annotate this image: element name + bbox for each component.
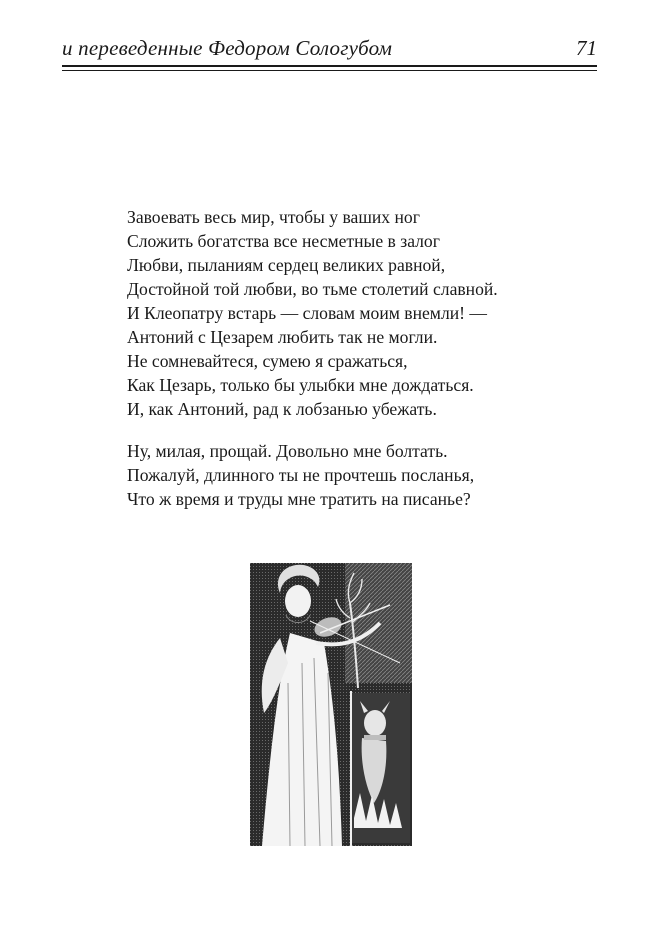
woodcut-image [250,563,412,846]
poem-line: Ну, милая, прощай. Довольно мне болтать. [127,441,448,461]
poem-line: Как Цезарь, только бы улыбки мне дождаться. [127,375,474,395]
header-rule-thick [62,65,597,67]
poem-line: Сложить богатства все несметные в залог [127,231,440,251]
poem-line: Не сомневайтеся, сумею я сражаться, [127,351,408,371]
poem-line: Антоний с Цезарем любить так не могли. [127,327,438,347]
header-rule-thin [62,70,597,71]
running-title: и переведенные Федором Сологубом [62,36,393,60]
poem-line: Любви, пыланиям сердец великих равной, [127,255,446,275]
poem-line: Завоевать весь мир, чтобы у ваших ног [127,207,420,227]
poem-line: Достойной той любви, во тьме столетий славной. [127,279,498,299]
poem-line: И Клеопатру встарь — словам моим внемли! — [127,303,487,323]
woodcut-illustration [250,563,412,846]
poem [127,205,597,529]
stanza-1 [127,205,597,421]
stanza-2 [127,439,597,511]
poem-line: Что ж время и труды мне тратить на писанье? [127,489,471,509]
poem-line: Пожалуй, длинного ты не прочтешь посланья, [127,465,475,485]
page-number: 71 [576,36,597,60]
poem-line: И, как Антоний, рад к лобзанью убежать. [127,399,437,419]
running-head [62,36,597,66]
